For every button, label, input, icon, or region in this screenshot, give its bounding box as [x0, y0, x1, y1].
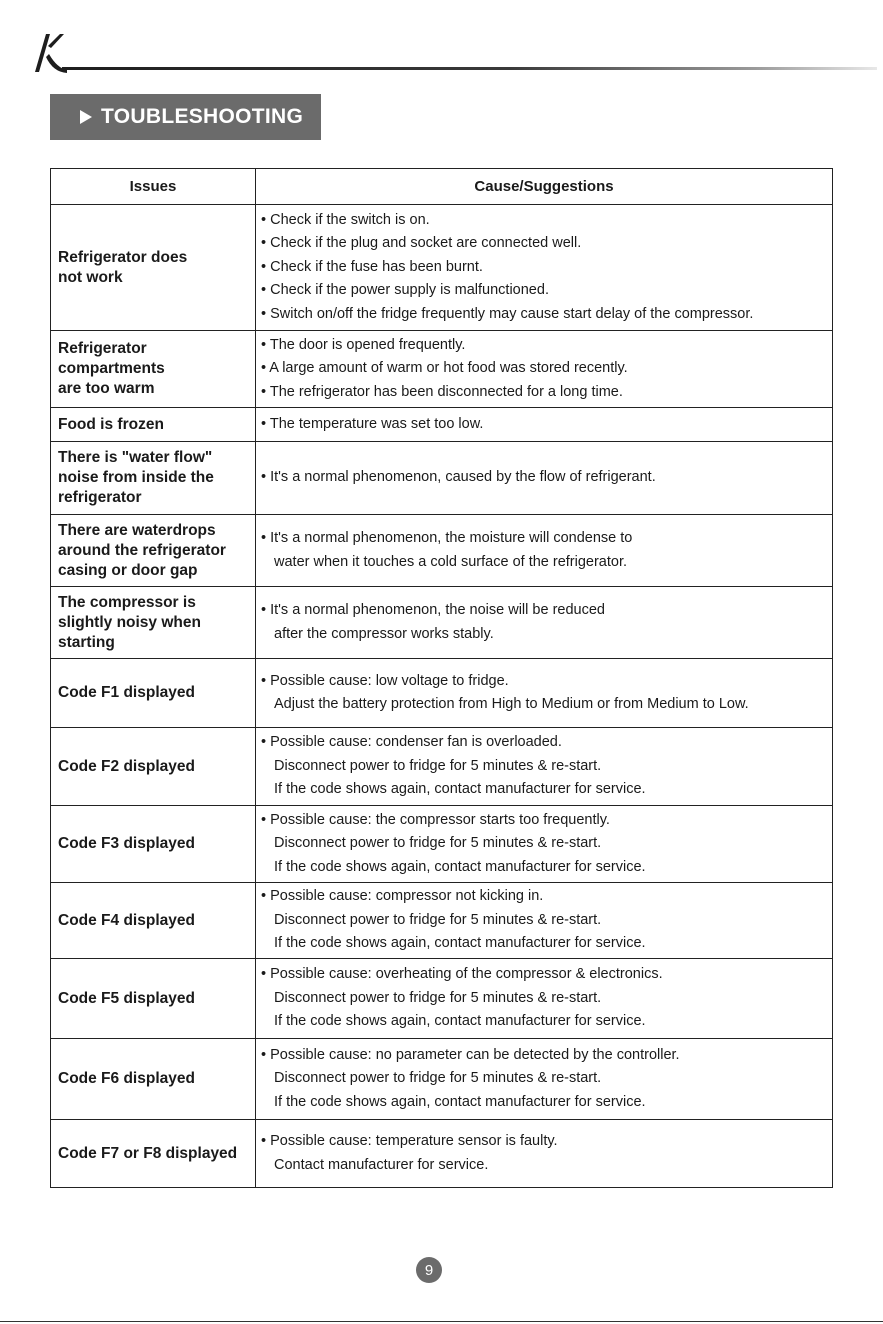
- cause-cell: [256, 959, 833, 1039]
- issue-cell: [51, 1039, 256, 1120]
- bullet-continuation: Contact manufacturer for service.: [274, 1156, 489, 1173]
- issue-cell: [51, 408, 256, 442]
- issue-line: Refrigerator: [58, 340, 147, 357]
- cause-bullet: [261, 466, 832, 490]
- issue-cell: [51, 515, 256, 587]
- table-row: [51, 408, 833, 442]
- issues-header: Issues: [51, 169, 256, 205]
- bullet-continuation: Disconnect power to fridge for 5 minutes & re-start.: [274, 1070, 602, 1087]
- issue-line: Food is frozen: [58, 415, 164, 433]
- bullet-continuation: If the code shows again, contact manufacturer for service.: [274, 1013, 646, 1030]
- issue-line: Code F7 or F8 displayed: [58, 1144, 238, 1162]
- issue-line: around the refrigerator: [58, 541, 226, 559]
- table-row: [51, 883, 833, 959]
- cause-cell: [256, 515, 833, 587]
- cause-bullet: [261, 731, 832, 802]
- section-banner: [50, 94, 321, 140]
- bullet-text: • Check if the switch is on.: [261, 211, 430, 228]
- issue-cell: [51, 959, 256, 1039]
- bullet-text: • A large amount of warm or hot food was stored recently.: [261, 360, 628, 377]
- cause-bullet: [261, 527, 832, 574]
- bullet-continuation: after the compressor works stably.: [274, 625, 494, 642]
- issue-cell: [51, 728, 256, 806]
- issue-line: Code F1 displayed: [58, 684, 195, 701]
- bullet-continuation: Disconnect power to fridge for 5 minutes & re-start.: [274, 757, 602, 774]
- cause-bullet: [261, 670, 832, 717]
- bullet-text: • Possible cause: temperature sensor is faulty.: [261, 1133, 558, 1149]
- issue-line: Refrigerator does: [58, 248, 188, 266]
- bullet-text: • Switch on/off the fridge frequently may cause start delay of the compressor.: [261, 305, 754, 322]
- section-title: TOUBLESHOOTING: [101, 105, 304, 128]
- table-row: [51, 515, 833, 587]
- issue-cell: [51, 883, 256, 959]
- cause-bullet: [261, 209, 832, 233]
- table-row: [51, 959, 833, 1039]
- header-rule: [62, 67, 877, 70]
- cause-cell: [256, 883, 833, 959]
- cause-cell: [256, 806, 833, 883]
- bullet-continuation: Adjust the battery protection from High to Medium or from Medium to Low.: [274, 696, 749, 712]
- cause-cell: [256, 408, 833, 442]
- cause-cell: [256, 587, 833, 659]
- issue-line: Code F4 displayed: [58, 911, 195, 929]
- table-row: [51, 587, 833, 659]
- bullet-continuation: If the code shows again, contact manufacturer for service.: [274, 935, 646, 952]
- bullet-text: • Check if the fuse has been burnt.: [261, 258, 483, 275]
- cause-bullet: [261, 885, 832, 956]
- issue-line: not work: [58, 268, 123, 286]
- cause-cell: [256, 659, 833, 728]
- cause-bullet: [261, 1130, 832, 1177]
- cause-cell: [256, 1120, 833, 1188]
- bullet-text: • Check if the power supply is malfunctioned.: [261, 282, 549, 299]
- bullet-continuation: water when it touches a cold surface of the refrigerator.: [274, 553, 628, 570]
- issue-cell: [51, 806, 256, 883]
- issue-line: There is "water flow": [58, 449, 213, 466]
- issue-line: slightly noisy when: [58, 613, 201, 631]
- bullet-text: • Possible cause: overheating of the compressor & electronics.: [261, 966, 663, 983]
- cause-bullet: [261, 303, 832, 327]
- issue-cell: [51, 331, 256, 408]
- bullet-text: • The temperature was set too low.: [261, 415, 484, 432]
- bottom-rule: [0, 1321, 883, 1322]
- cause-bullet: [261, 381, 832, 405]
- bullet-continuation: If the code shows again, contact manufacturer for service.: [274, 858, 646, 875]
- cause-cell: [256, 1039, 833, 1120]
- table-row: [51, 331, 833, 408]
- cause-bullet: [261, 256, 832, 280]
- issue-line: are too warm: [58, 380, 155, 397]
- cause-bullet: [261, 413, 832, 437]
- issue-cell: [51, 587, 256, 659]
- bullet-text: • Possible cause: low voltage to fridge.: [261, 672, 509, 689]
- issue-cell: [51, 442, 256, 515]
- bullet-text: • It's a normal phenomenon, the moisture will condense to: [261, 530, 633, 546]
- bullet-continuation: If the code shows again, contact manufacturer for service.: [274, 1093, 646, 1110]
- bullet-text: • The refrigerator has been disconnected for a long time.: [261, 383, 623, 400]
- bullet-text: • Check if the plug and socket are connected well.: [261, 235, 582, 252]
- table-row: [51, 442, 833, 515]
- bullet-continuation: If the code shows again, contact manufacturer for service.: [274, 781, 646, 798]
- table-row: [51, 1039, 833, 1120]
- cause-bullet: [261, 963, 832, 1034]
- page-number: 9: [416, 1257, 442, 1283]
- bullet-continuation: Disconnect power to fridge for 5 minutes & re-start.: [274, 835, 602, 852]
- table-row: [51, 728, 833, 806]
- issue-cell: [51, 659, 256, 728]
- issue-line: starting: [58, 633, 115, 651]
- table-row: [51, 205, 833, 331]
- cause-cell: [256, 728, 833, 806]
- issue-line: Code F3 displayed: [58, 835, 195, 852]
- bullet-text: • Possible cause: condenser fan is overloaded.: [261, 734, 562, 751]
- issue-cell: [51, 1120, 256, 1188]
- cause-bullet: [261, 1044, 832, 1115]
- bullet-text: • It's a normal phenomenon, caused by the flow of refrigerant.: [261, 469, 656, 486]
- bullet-text: • The door is opened frequently.: [261, 336, 466, 353]
- cause-cell: [256, 442, 833, 515]
- bullet-text: • Possible cause: the compressor starts too frequently.: [261, 811, 610, 828]
- table-header-row: [51, 169, 833, 205]
- cause-cell: [256, 205, 833, 331]
- play-arrow-icon: [80, 110, 92, 124]
- issue-cell: [51, 205, 256, 331]
- table-row: [51, 659, 833, 728]
- cause-bullet: [261, 334, 832, 358]
- issue-line: refrigerator: [58, 489, 142, 506]
- issue-line: The compressor is: [58, 593, 196, 611]
- cause-header: Cause/Suggestions: [256, 169, 833, 205]
- cause-bullet: [261, 809, 832, 880]
- issue-line: Code F6 displayed: [58, 1070, 195, 1087]
- cause-bullet: [261, 232, 832, 256]
- issue-line: compartments: [58, 360, 165, 377]
- bullet-continuation: Disconnect power to fridge for 5 minutes & re-start.: [274, 989, 602, 1006]
- issue-line: Code F5 displayed: [58, 989, 195, 1007]
- table-row: [51, 806, 833, 883]
- issue-line: There are waterdrops: [58, 521, 216, 539]
- table-row: [51, 1120, 833, 1188]
- cause-bullet: [261, 599, 832, 646]
- bullet-continuation: Disconnect power to fridge for 5 minutes & re-start.: [274, 911, 602, 928]
- bullet-text: • Possible cause: compressor not kicking in.: [261, 888, 544, 905]
- troubleshooting-table: [50, 168, 833, 1188]
- issue-line: casing or door gap: [58, 561, 198, 579]
- cause-bullet: [261, 357, 832, 381]
- bullet-text: • It's a normal phenomenon, the noise will be reduced: [261, 602, 605, 618]
- cause-bullet: [261, 279, 832, 303]
- issue-line: Code F2 displayed: [58, 757, 195, 775]
- cause-cell: [256, 331, 833, 408]
- bullet-text: • Possible cause: no parameter can be detected by the controller.: [261, 1046, 680, 1063]
- issue-line: noise from inside the: [58, 469, 214, 486]
